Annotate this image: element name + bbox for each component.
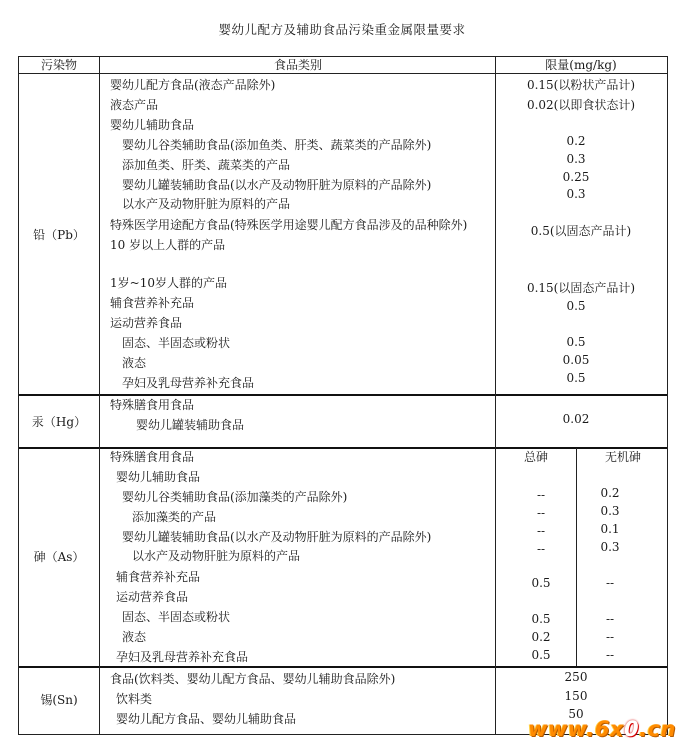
arsenic-food-row: 婴幼儿谷类辅助食品(添加藻类的产品除外) [122,490,348,504]
arsenic-inorganic-value: -- [605,648,615,662]
lead-limit-value: 0.3 [566,152,586,166]
arsenic-inorganic-value: -- [605,612,615,626]
arsenic-total-value: -- [536,506,546,520]
tin-food-row: 饮料类 [116,692,153,706]
arsenic-inorganic-value: 0.3 [600,504,620,518]
lead-limit-value: 0.15(以粉状产品计) [526,78,636,92]
lead-limit-value: 0.25 [562,170,590,184]
arsenic-food-row: 固态、半固态或粉状 [122,610,231,624]
lead-limit-value: 0.02(以即食状态计) [526,98,636,112]
arsenic-food-row: 特殊膳食用食品 [110,450,195,464]
watermark-text-start: www.6x [527,717,624,741]
header-food-category: 食品类别 [273,58,323,72]
lead-food-row: 液态 [122,356,147,370]
arsenic-inorganic-value: 0.1 [600,522,620,536]
arsenic-food-row: 运动营养食品 [116,590,189,604]
lead-food-row: 婴幼儿配方食品(液态产品除外) [110,78,276,92]
pollutant-tin: 锡(Sn) [40,693,78,707]
pollutant-lead: 铅（Pb） [33,228,85,242]
arsenic-food-row: 添加藻类的产品 [132,510,217,524]
lead-food-row: 以水产及动物肝脏为原料的产品 [122,197,291,211]
mercury-section-divider [18,447,668,449]
lead-food-row: 婴幼儿罐装辅助食品(以水产及动物肝脏为原料的产品除外) [122,178,432,192]
arsenic-subcolumn-divider [576,448,577,666]
lead-limit-value: 0.3 [566,187,586,201]
lead-food-row: 1岁~10岁人群的产品 [110,276,227,290]
mercury-food-row: 特殊膳食用食品 [110,398,195,412]
lead-food-row: 液态产品 [110,98,159,112]
pollutant-arsenic: 砷（As） [33,550,85,564]
arsenic-total-value: 0.5 [531,648,551,662]
lead-food-row: 运动营养食品 [110,316,183,330]
lead-food-row: 孕妇及乳母营养补充食品 [122,376,255,390]
lead-limit-value: 0.05 [562,353,590,367]
lead-food-row: 辅食营养补充品 [110,296,195,310]
arsenic-inorganic-value: 0.3 [600,540,620,554]
watermark-text-zero: 0 [623,717,640,741]
tin-food-row: 食品(饮料类、婴幼儿配方食品、婴幼儿辅助食品除外) [110,672,396,686]
arsenic-total-value: 0.5 [531,576,551,590]
arsenic-food-row: 辅食营养补充品 [116,570,201,584]
header-total-arsenic: 总砷 [523,450,549,464]
page-title: 婴幼儿配方及辅助食品污染重金属限量要求 [218,22,466,37]
tin-limit-value: 150 [564,689,588,703]
lead-limit-value: 0.15(以固态产品计) [526,281,636,295]
lead-limit-value: 0.5(以固态产品计) [530,224,632,238]
arsenic-total-value: -- [536,542,546,556]
site-watermark-logo [528,717,676,741]
arsenic-food-row: 孕妇及乳母营养补充食品 [116,650,249,664]
table-right-border [667,56,668,735]
arsenic-food-row: 婴幼儿罐装辅助食品(以水产及动物肝脏为原料的产品除外) [122,530,432,544]
lead-food-row: 10 岁以上人群的产品 [110,238,226,252]
table-top-border [18,56,668,57]
arsenic-total-value: 0.2 [531,630,551,644]
arsenic-food-row: 以水产及动物肝脏为原料的产品 [132,549,301,563]
arsenic-total-value: -- [536,524,546,538]
lead-food-row: 婴幼儿谷类辅助食品(添加鱼类、肝类、蔬菜类的产品除外) [122,138,432,152]
food-column-divider [495,56,496,735]
lead-food-row: 特殊医学用途配方食品(特殊医学用途婴儿配方食品涉及的品种除外) [110,218,468,232]
header-pollutant: 污染物 [40,58,78,72]
lead-limit-value: 0.5 [566,371,586,385]
lead-food-row: 添加鱼类、肝类、蔬菜类的产品 [122,158,291,172]
arsenic-food-row: 婴幼儿辅助食品 [116,470,201,484]
arsenic-inorganic-value: 0.2 [600,486,620,500]
arsenic-section-divider [18,666,668,668]
mercury-food-row: 婴幼儿罐装辅助食品 [136,418,245,432]
heavy-metal-limits-table [18,56,668,735]
arsenic-inorganic-value: -- [605,630,615,644]
pollutant-mercury: 汞（Hg） [31,415,87,429]
arsenic-total-value: 0.5 [531,612,551,626]
lead-limit-value: 0.5 [566,299,586,313]
lead-limit-value: 0.2 [566,134,586,148]
tin-limit-value: 250 [564,670,588,684]
header-limit: 限量(mg/kg) [545,58,617,72]
lead-limit-value: 0.5 [566,335,586,349]
arsenic-total-value: -- [536,488,546,502]
tin-limit-value: 50 [568,707,584,721]
header-inorganic-arsenic: 无机砷 [604,450,642,464]
pollutant-column-divider [99,56,100,735]
lead-section-divider [18,394,668,396]
watermark-text-end: .cn [639,717,676,741]
arsenic-food-row: 液态 [122,630,147,644]
arsenic-inorganic-value: -- [605,576,615,590]
header-divider [18,73,668,74]
mercury-limit-value: 0.02 [562,412,590,426]
tin-food-row: 婴幼儿配方食品、婴幼儿辅助食品 [116,712,297,726]
lead-food-row: 固态、半固态或粉状 [122,336,231,350]
lead-food-row: 婴幼儿辅助食品 [110,118,195,132]
table-left-border [18,56,19,735]
